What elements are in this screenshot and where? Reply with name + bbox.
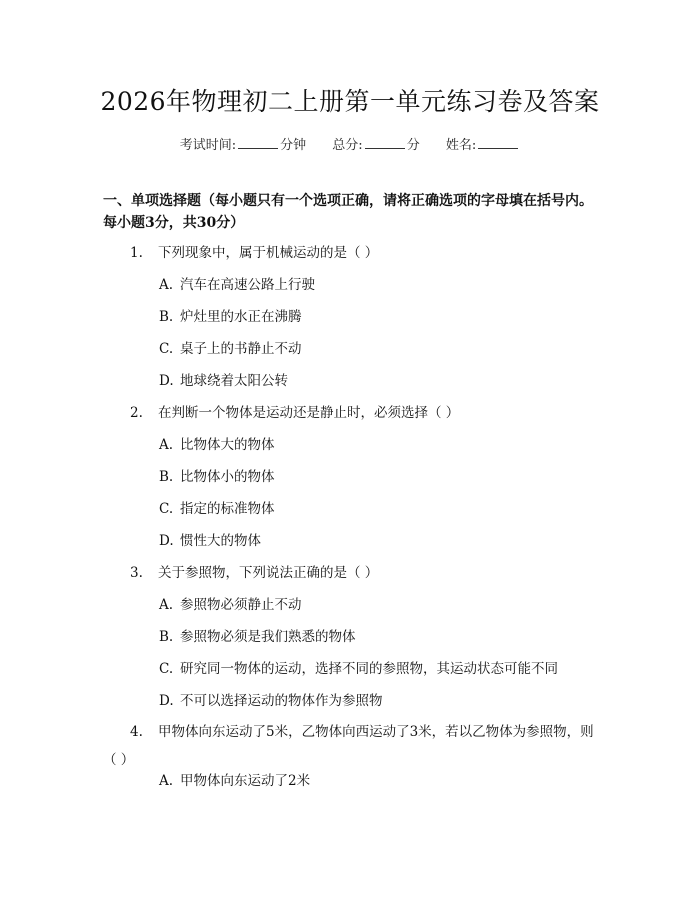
- question-text: 下列现象中，属于机械运动的是（ ）: [158, 245, 379, 261]
- score-blank: [365, 136, 405, 149]
- question-1: [130, 243, 378, 263]
- option-1a: [159, 275, 315, 295]
- section-title: 一、单项选择题（每小题只有一个选项正确，请将正确选项的字母填在括号内。每小题3分，共30分）: [103, 193, 593, 231]
- option-letter: C.: [159, 501, 174, 517]
- question-text: 在判断一个物体是运动还是静止时，必须选择（ ）: [158, 405, 460, 421]
- option-text: 指定的标准物体: [180, 501, 275, 517]
- exam-meta: [0, 134, 700, 153]
- option-letter: D.: [159, 373, 174, 389]
- time-label: 考试时间:: [179, 138, 237, 153]
- option-text: 炉灶里的水正在沸腾: [180, 309, 302, 325]
- option-3c: [159, 659, 558, 679]
- option-letter: A.: [159, 597, 174, 613]
- question-text: 甲物体向东运动了5米，乙物体向西运动了3米，若以乙物体为参照物，则（ ）: [103, 724, 594, 768]
- option-3b: [159, 627, 356, 647]
- option-letter: A.: [159, 773, 174, 789]
- option-text: 比物体大的物体: [180, 437, 275, 453]
- option-letter: A.: [159, 277, 174, 293]
- option-letter: D.: [159, 533, 174, 549]
- option-text: 参照物必须是我们熟悉的物体: [180, 629, 356, 645]
- question-4: [103, 718, 603, 774]
- option-2a: [159, 435, 275, 455]
- question-number: 1.: [130, 245, 143, 261]
- option-letter: B.: [159, 309, 174, 325]
- page-title: 2026年物理初二上册第一单元练习卷及答案: [100, 87, 600, 116]
- question-text: 关于参照物，下列说法正确的是（ ）: [158, 565, 379, 581]
- time-blank: [238, 136, 278, 149]
- option-text: 汽车在高速公路上行驶: [180, 277, 315, 293]
- time-unit: 分钟: [280, 138, 307, 153]
- option-3a: [159, 595, 302, 615]
- question-number: 3.: [130, 565, 143, 581]
- score-unit: 分: [406, 138, 420, 153]
- option-2c: [159, 499, 275, 519]
- name-blank: [478, 136, 518, 149]
- option-letter: B.: [159, 629, 174, 645]
- option-4a: [159, 771, 310, 791]
- option-1b: [159, 307, 302, 327]
- question-3: [130, 563, 378, 583]
- option-text: 桌子上的书静止不动: [180, 341, 302, 357]
- option-1c: [159, 339, 302, 359]
- score-label: 总分:: [332, 138, 363, 153]
- option-text: 不可以选择运动的物体作为参照物: [180, 693, 383, 709]
- student-name: [446, 138, 520, 153]
- question-number: 2.: [130, 405, 143, 421]
- option-text: 地球绕着太阳公转: [180, 373, 288, 389]
- option-3d: [159, 691, 383, 711]
- option-text: 研究同一物体的运动，选择不同的参照物，其运动状态可能不同: [180, 661, 558, 677]
- option-text: 惯性大的物体: [180, 533, 261, 549]
- exam-time: [180, 138, 306, 153]
- option-letter: A.: [159, 437, 174, 453]
- option-text: 比物体小的物体: [180, 469, 275, 485]
- option-1d: [159, 371, 288, 391]
- option-letter: B.: [159, 469, 174, 485]
- option-letter: C.: [159, 341, 174, 357]
- question-2: [130, 403, 459, 423]
- question-number: 4.: [130, 724, 143, 740]
- exam-score: [332, 138, 419, 153]
- option-letter: D.: [159, 693, 174, 709]
- option-2d: [159, 531, 261, 551]
- name-label: 姓名:: [445, 138, 477, 153]
- option-2b: [159, 467, 275, 487]
- option-text: 甲物体向东运动了2米: [180, 773, 311, 789]
- option-text: 参照物必须静止不动: [180, 597, 302, 613]
- option-letter: C.: [159, 661, 174, 677]
